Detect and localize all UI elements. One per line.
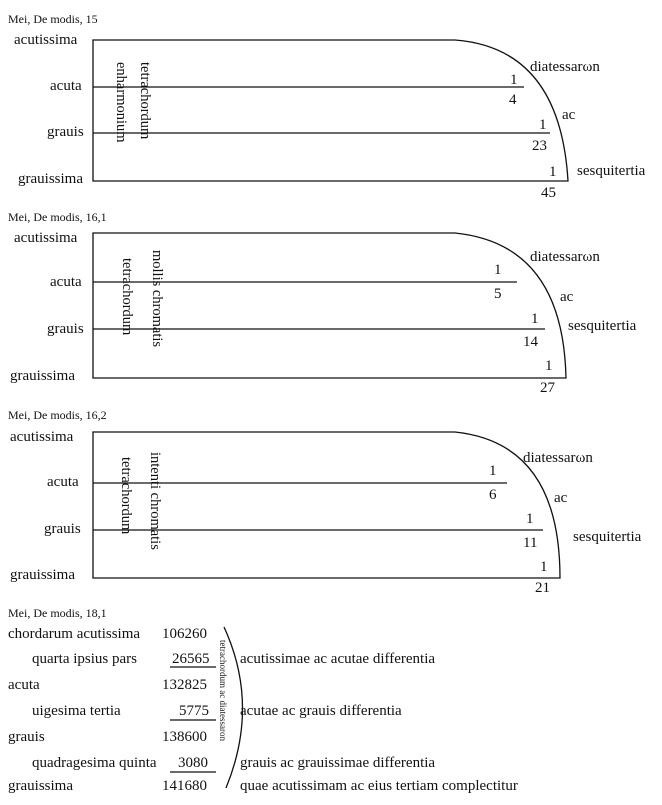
diagram-2-interval-sesquitertia: sesquitertia — [568, 318, 637, 334]
diagram-2-string-acutissima: acutissima — [14, 230, 78, 246]
diagram-1-fraction-2-num: 1 — [539, 117, 547, 133]
diagram-2-fraction-2-num: 1 — [531, 311, 539, 327]
diagram-3-interval-ac: ac — [554, 490, 568, 506]
diagram-2-string-grauis: grauis — [47, 321, 84, 337]
diagram-3-fraction-1-num: 1 — [489, 463, 497, 479]
table-row-6-note: grauis ac grauissimae differentia — [240, 755, 436, 771]
diagram-1-interval-ac: ac — [562, 107, 576, 123]
diagram-1-tetrachord-line-2: enharmonium — [113, 62, 129, 143]
diagram-1-string-acuta: acuta — [50, 78, 82, 94]
diagram-3-tetrachord-line-1: intenti chromatis — [147, 452, 163, 550]
diagram-3-interval-diatessaron: diatessarωn — [523, 450, 593, 466]
d3-frame — [93, 432, 560, 578]
diagram-3-fraction-3-num: 1 — [540, 559, 548, 575]
diagram-1-string-acutissima: acutissima — [14, 32, 78, 48]
diagram-3-string-acutissima: acutissima — [10, 429, 74, 445]
diagram-3-string-acuta: acuta — [47, 474, 79, 490]
diagram-3-interval-sesquitertia: sesquitertia — [573, 529, 642, 545]
table-row-4-value: 5775 — [179, 703, 209, 719]
d1-frame — [93, 40, 568, 181]
table-row-5-value: 138600 — [162, 729, 207, 745]
table-row-3-value: 132825 — [162, 677, 207, 693]
diagram-3-fraction-2-den: 11 — [523, 535, 538, 551]
diagram-3-caption: Mei, De modis, 16,2 — [8, 408, 107, 422]
table-row-2-label: quarta ipsius pars — [32, 651, 137, 667]
diagram-1-fraction-2-den: 23 — [532, 138, 547, 154]
diagram-2-interval-ac: ac — [560, 289, 574, 305]
diagram-2-caption: Mei, De modis, 16,1 — [8, 210, 107, 224]
diagram-2-fraction-2-den: 14 — [523, 334, 538, 350]
diagram-2-fraction-3-den: 27 — [540, 380, 555, 396]
diagram-2-string-acuta: acuta — [50, 274, 82, 290]
diagram-2-fraction-3-num: 1 — [545, 358, 553, 374]
diagram-1-fraction-1-den: 4 — [509, 92, 517, 108]
table-row-4-note: acutae ac grauis differentia — [240, 703, 402, 719]
table-row-6-label: quadragesima quinta — [32, 755, 157, 771]
diagram-3-string-grauissima: grauissima — [10, 567, 75, 583]
table-row-6-value: 3080 — [178, 755, 208, 771]
table-bracket-label: tetrachordum ac diatessaron — [218, 640, 228, 741]
diagram-1-tetrachord-line-1: tetrachordum — [137, 62, 153, 140]
diagram-1-interval-diatessaron: diatessarωn — [530, 59, 600, 75]
diagram-1-fraction-1-num: 1 — [510, 72, 518, 88]
table-row-5-label: grauis — [8, 729, 45, 745]
table-row-7-note: quae acutissimam ac eius tertiam complectitur — [240, 778, 518, 794]
diagram-2-tetrachord-line-1: mollis chromatis — [149, 250, 165, 348]
table-row-2-value: 26565 — [172, 651, 210, 667]
diagram-1-fraction-3-den: 45 — [541, 185, 556, 201]
table-caption: Mei, De modis, 18,1 — [8, 606, 107, 620]
table-row-7-value: 141680 — [162, 778, 207, 794]
table-row-1-value: 106260 — [162, 626, 207, 642]
diagram-1-interval-sesquitertia: sesquitertia — [577, 163, 646, 179]
diagram-1-fraction-3-num: 1 — [549, 164, 557, 180]
table-row-7-label: grauissima — [8, 778, 73, 794]
diagram-2-fraction-1-den: 5 — [494, 286, 502, 302]
diagram-1-string-grauis: grauis — [47, 124, 84, 140]
diagram-3-fraction-3-den: 21 — [535, 580, 550, 596]
diagram-3-fraction-1-den: 6 — [489, 487, 497, 503]
diagram-2-interval-diatessaron: diatessarωn — [530, 249, 600, 265]
diagram-3-string-grauis: grauis — [44, 521, 81, 537]
diagram-2-fraction-1-num: 1 — [494, 262, 502, 278]
diagram-2-tetrachord-line-2: tetrachordum — [119, 258, 135, 336]
table-row-4-label: uigesima tertia — [32, 703, 121, 719]
diagram-3-tetrachord-line-2: tetrachordum — [118, 457, 134, 535]
diagram-1-string-grauissima: grauissima — [18, 171, 83, 187]
diagram-3-fraction-2-num: 1 — [526, 511, 534, 527]
diagram-2-string-grauissima: grauissima — [10, 368, 75, 384]
table-row-3-label: acuta — [8, 677, 40, 693]
diagram-1-caption: Mei, De modis, 15 — [8, 12, 98, 26]
table-row-2-note: acutissimae ac acutae differentia — [240, 651, 436, 667]
table-row-1-label: chordarum acutissima — [8, 626, 141, 642]
